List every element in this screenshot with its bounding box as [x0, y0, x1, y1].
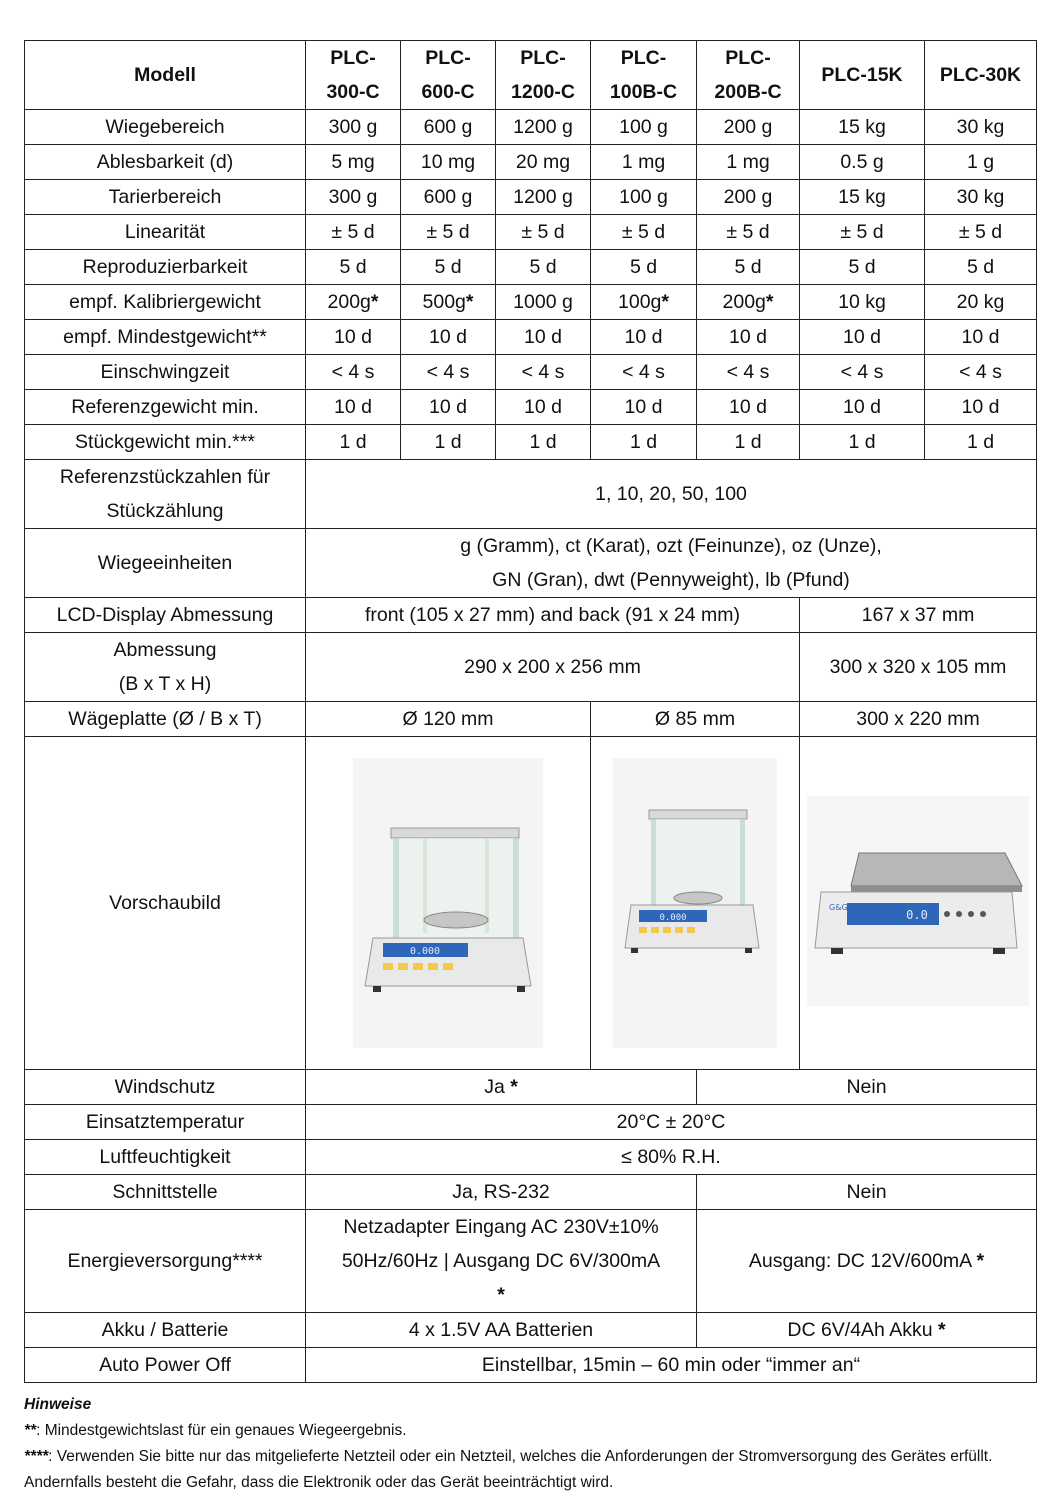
spec-cell: 10 d — [697, 390, 800, 425]
battery-row — [25, 1313, 1037, 1348]
spec-cell: ± 5 d — [306, 215, 401, 250]
dims-value-b: 300 x 320 x 105 mm — [800, 633, 1037, 702]
preview-cell-a — [306, 737, 591, 1070]
spec-cell: 20 mg — [496, 145, 591, 180]
plate-value-c: 300 x 220 mm — [800, 702, 1037, 737]
battery-label: Akku / Batterie — [25, 1313, 306, 1348]
spec-cell: 10 kg — [800, 285, 925, 320]
preview-cell-b — [591, 737, 800, 1070]
spec-row-label: Referenzgewicht min. — [25, 390, 306, 425]
spec-cell: 1 d — [925, 425, 1037, 460]
spec-row-label: empf. Kalibriergewicht — [25, 285, 306, 320]
spec-row-label: Ablesbarkeit (d) — [25, 145, 306, 180]
spec-row — [25, 110, 1037, 145]
spec-row-label: Einschwingzeit — [25, 355, 306, 390]
note-item: **: Mindestgewichtslast für ein genaues Wiegeergebnis. — [24, 1422, 407, 1439]
spec-cell: 10 d — [800, 390, 925, 425]
spec-cell: 10 d — [401, 390, 496, 425]
spec-row — [25, 145, 1037, 180]
humidity-value: ≤ 80% R.H. — [306, 1140, 1037, 1175]
spec-row-label: Stückgewicht min.*** — [25, 425, 306, 460]
spec-cell: < 4 s — [496, 355, 591, 390]
notes-section — [24, 1392, 1024, 1496]
spec-cell: 200g* — [697, 285, 800, 320]
battery-value-a: 4 x 1.5V AA Batterien — [306, 1313, 697, 1348]
lcd-value-a: front (105 x 27 mm) and back (91 x 24 mm) — [306, 598, 800, 633]
spec-cell: 100g* — [591, 285, 697, 320]
spec-row — [25, 355, 1037, 390]
header-row — [25, 41, 1037, 110]
preview-label: Vorschaubild — [25, 737, 306, 1070]
spec-cell: < 4 s — [697, 355, 800, 390]
power-value-a: Netzadapter Eingang AC 230V±10% 50Hz/60Hz | Ausgang DC 6V/300mA * — [306, 1210, 697, 1313]
plate-value-b: Ø 85 mm — [591, 702, 800, 737]
spec-cell: 1 d — [591, 425, 697, 460]
spec-cell: 10 d — [925, 320, 1037, 355]
autooff-row — [25, 1348, 1037, 1383]
humidity-label: Luftfeuchtigkeit — [25, 1140, 306, 1175]
iface-value-b: Nein — [697, 1175, 1037, 1210]
display-c-readout: 0.0 — [906, 908, 928, 922]
humidity-row — [25, 1140, 1037, 1175]
spec-cell: 200g* — [306, 285, 401, 320]
spec-cell: 10 d — [697, 320, 800, 355]
wind-value-b: Nein — [697, 1070, 1037, 1105]
spec-cell: 1200 g — [496, 180, 591, 215]
model-15k: PLC-15K — [800, 41, 925, 110]
iface-label: Schnittstelle — [25, 1175, 306, 1210]
spec-cell: 5 d — [306, 250, 401, 285]
spec-cell: 30 kg — [925, 180, 1037, 215]
spec-cell: 30 kg — [925, 110, 1037, 145]
platform-scale-image — [807, 758, 1029, 1048]
spec-cell: 1 d — [496, 425, 591, 460]
power-label: Energieversorgung**** — [25, 1210, 306, 1313]
plate-label: Wägeplatte (Ø / B x T) — [25, 702, 306, 737]
units-value: g (Gramm), ct (Karat), ozt (Feinunze), oz (Unze), GN (Gran), dwt (Pennyweight), lb (Pfund) — [306, 529, 1037, 598]
preview-cell-c — [800, 737, 1037, 1070]
spec-cell: 10 d — [496, 320, 591, 355]
units-label: Wiegeeinheiten — [25, 529, 306, 598]
spec-cell: < 4 s — [306, 355, 401, 390]
spec-cell: < 4 s — [925, 355, 1037, 390]
spec-cell: 1 d — [800, 425, 925, 460]
spec-cell: 100 g — [591, 180, 697, 215]
spec-cell: 15 kg — [800, 110, 925, 145]
spec-cell: 10 d — [496, 390, 591, 425]
spec-table — [24, 40, 1037, 1383]
dims-value-a: 290 x 200 x 256 mm — [306, 633, 800, 702]
spec-cell: 1200 g — [496, 110, 591, 145]
spec-cell: 1 d — [306, 425, 401, 460]
spec-cell: 600 g — [401, 110, 496, 145]
ref-counts-row — [25, 460, 1037, 529]
spec-cell: 15 kg — [800, 180, 925, 215]
spec-cell: 1 mg — [591, 145, 697, 180]
ref-counts-value: 1, 10, 20, 50, 100 — [306, 460, 1037, 529]
model-200bc: PLC- 200B-C — [697, 41, 800, 110]
spec-row-label: Reproduzierbarkeit — [25, 250, 306, 285]
spec-cell: 300 g — [306, 180, 401, 215]
dims-label: Abmessung (B x T x H) — [25, 633, 306, 702]
temp-label: Einsatztemperatur — [25, 1105, 306, 1140]
spec-row-label: Tarierbereich — [25, 180, 306, 215]
spec-row — [25, 215, 1037, 250]
spec-row — [25, 285, 1037, 320]
spec-cell: 10 d — [306, 320, 401, 355]
spec-row — [25, 425, 1037, 460]
lcd-label: LCD-Display Abmessung — [25, 598, 306, 633]
lcd-value-b: 167 x 37 mm — [800, 598, 1037, 633]
spec-cell: 1 mg — [697, 145, 800, 180]
battery-value-b: DC 6V/4Ah Akku * — [697, 1313, 1037, 1348]
wind-label: Windschutz — [25, 1070, 306, 1105]
spec-cell: 5 d — [925, 250, 1037, 285]
spec-cell: 10 d — [925, 390, 1037, 425]
spec-row — [25, 180, 1037, 215]
spec-cell: 0.5 g — [800, 145, 925, 180]
spec-cell: 5 d — [401, 250, 496, 285]
units-row — [25, 529, 1037, 598]
spec-cell: 10 mg — [401, 145, 496, 180]
spec-cell: 300 g — [306, 110, 401, 145]
temp-value: 20°C ± 20°C — [306, 1105, 1037, 1140]
spec-cell: ± 5 d — [925, 215, 1037, 250]
notes-title: Hinweise — [24, 1396, 92, 1413]
spec-row — [25, 250, 1037, 285]
plate-row — [25, 702, 1037, 737]
temp-row — [25, 1105, 1037, 1140]
spec-cell: 10 d — [591, 320, 697, 355]
note-item: ****: Verwenden Sie bitte nur das mitgelieferte Netzteil oder ein Netzteil, welches die Anforderungen der Stromversorgung des Gerätes erfüllt. Andernfalls besteht die Gefahr, dass die Elektronik oder das Gerät beeinträchtigt wird. — [24, 1448, 993, 1491]
brand-logo: G&G — [829, 903, 848, 912]
model-1200c: PLC- 1200-C — [496, 41, 591, 110]
spec-cell: ± 5 d — [800, 215, 925, 250]
preview-row — [25, 737, 1037, 1070]
analytical-scale-image-small — [613, 758, 777, 1048]
iface-row — [25, 1175, 1037, 1210]
spec-cell: 10 d — [306, 390, 401, 425]
spec-row — [25, 320, 1037, 355]
power-value-b: Ausgang: DC 12V/600mA * — [697, 1210, 1037, 1313]
iface-value-a: Ja, RS-232 — [306, 1175, 697, 1210]
display-b-readout: 0.000 — [659, 913, 687, 923]
spec-cell: 10 d — [591, 390, 697, 425]
model-30k: PLC-30K — [925, 41, 1037, 110]
spec-cell: 10 d — [800, 320, 925, 355]
model-600c: PLC- 600-C — [401, 41, 496, 110]
spec-cell: 600 g — [401, 180, 496, 215]
spec-cell: 5 mg — [306, 145, 401, 180]
spec-cell: 500g* — [401, 285, 496, 320]
spec-cell: ± 5 d — [591, 215, 697, 250]
spec-cell: 1 d — [697, 425, 800, 460]
spec-cell: ± 5 d — [496, 215, 591, 250]
analytical-scale-image-large — [353, 758, 543, 1048]
spec-row-label: Wiegebereich — [25, 110, 306, 145]
lcd-row — [25, 598, 1037, 633]
spec-cell: < 4 s — [401, 355, 496, 390]
autooff-label: Auto Power Off — [25, 1348, 306, 1383]
spec-cell: 100 g — [591, 110, 697, 145]
spec-cell: 200 g — [697, 180, 800, 215]
spec-cell: ± 5 d — [401, 215, 496, 250]
spec-cell: 10 d — [401, 320, 496, 355]
autooff-value: Einstellbar, 15min – 60 min oder “immer an“ — [306, 1348, 1037, 1383]
wind-value-a: Ja * — [306, 1070, 697, 1105]
spec-row — [25, 390, 1037, 425]
model-300c: PLC- 300-C — [306, 41, 401, 110]
spec-cell: 5 d — [496, 250, 591, 285]
display-a-readout: 0.000 — [409, 946, 441, 957]
header-label: Modell — [25, 41, 306, 110]
spec-cell: 5 d — [800, 250, 925, 285]
spec-cell: 1 d — [401, 425, 496, 460]
spec-cell: ± 5 d — [697, 215, 800, 250]
wind-row — [25, 1070, 1037, 1105]
ref-counts-label: Referenzstückzahlen für Stückzählung — [25, 460, 306, 529]
spec-row-label: Linearität — [25, 215, 306, 250]
spec-cell: 200 g — [697, 110, 800, 145]
spec-cell: 20 kg — [925, 285, 1037, 320]
spec-cell: 5 d — [697, 250, 800, 285]
spec-cell: 1000 g — [496, 285, 591, 320]
power-row — [25, 1210, 1037, 1313]
model-100bc: PLC- 100B-C — [591, 41, 697, 110]
spec-row-label: empf. Mindestgewicht** — [25, 320, 306, 355]
spec-cell: < 4 s — [591, 355, 697, 390]
spec-cell: 5 d — [591, 250, 697, 285]
plate-value-a: Ø 120 mm — [306, 702, 591, 737]
spec-cell: < 4 s — [800, 355, 925, 390]
dims-row — [25, 633, 1037, 702]
spec-cell: 1 g — [925, 145, 1037, 180]
